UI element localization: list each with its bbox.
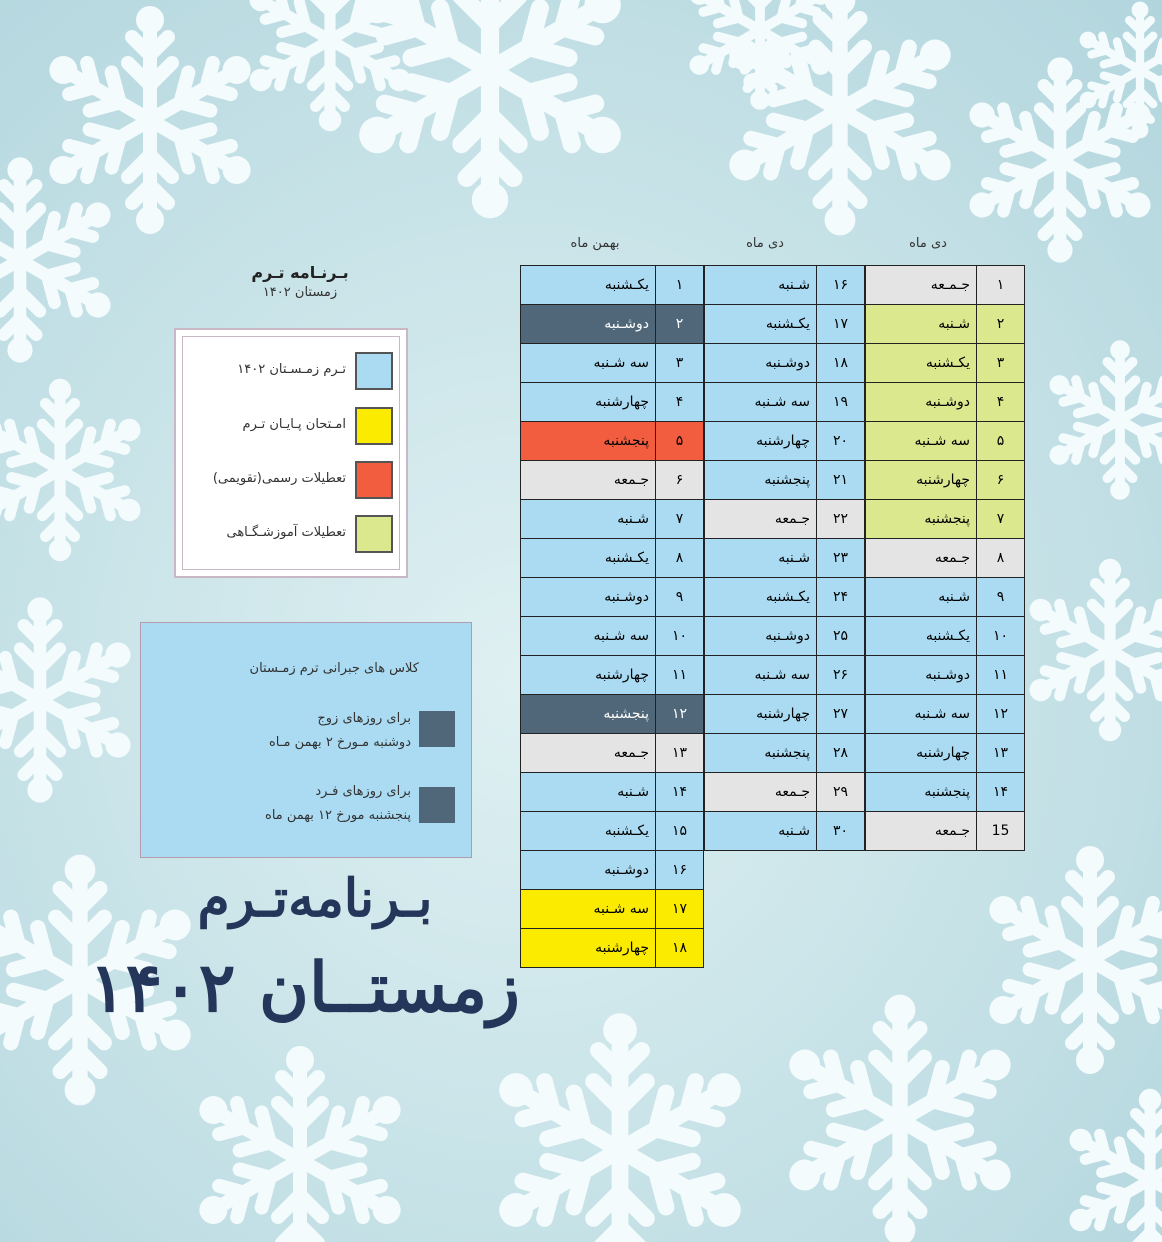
odd-days-text (265, 780, 411, 828)
day-number: ۱۸ (656, 929, 704, 968)
legend-item-term (176, 352, 406, 392)
day-number: ۲۳ (817, 539, 865, 578)
calendar-column-bahman (520, 265, 704, 968)
day-name: پنجشنبه (521, 695, 656, 734)
day-name: دوشـنبه (521, 851, 656, 890)
day-number: ۵ (656, 422, 704, 461)
calendar-row (521, 305, 704, 344)
big-title-line1: بـرنامه‌تـرم (197, 868, 433, 929)
calendar-row (866, 266, 1025, 305)
day-name: جـمعه (705, 773, 817, 812)
day-name: دوشـنبه (521, 578, 656, 617)
day-number: ۹ (977, 578, 1025, 617)
day-number: ۶ (977, 461, 1025, 500)
even-days-line1: برای روزهای زوج (317, 711, 411, 726)
day-name: شـنبه (866, 305, 977, 344)
day-name: جـمـعه (866, 266, 977, 305)
calendar-row (866, 344, 1025, 383)
day-number: ۱۲ (656, 695, 704, 734)
calendar-row (521, 734, 704, 773)
day-number: ۳۰ (817, 812, 865, 851)
day-name: شـنبه (705, 539, 817, 578)
day-name: جـمعه (521, 461, 656, 500)
day-name: پنجشنبه (521, 422, 656, 461)
big-title-line2: زمستــان ۱۴۰۲ (89, 948, 520, 1028)
day-name: سه شـنبه (866, 695, 977, 734)
calendar-row (705, 500, 865, 539)
day-name: شـنبه (866, 578, 977, 617)
compensation-classes-title: کلاس های جبرانی ترم زمـستان (249, 661, 419, 676)
day-name: چهارشنبه (866, 461, 977, 500)
calendar-row (705, 773, 865, 812)
calendar-row (705, 461, 865, 500)
calendar-column-dey-second (704, 265, 865, 851)
day-number: ۱ (977, 266, 1025, 305)
day-name: جـمعه (521, 734, 656, 773)
calendar-row (521, 266, 704, 305)
calendar-row (705, 578, 865, 617)
legend-swatch-term (355, 352, 393, 390)
day-name: جـمعه (705, 500, 817, 539)
day-name: جـمعه (866, 539, 977, 578)
day-name: دوشـنبه (866, 656, 977, 695)
even-days-text (269, 707, 411, 755)
calendar-row (866, 617, 1025, 656)
legend-item-exam (176, 407, 406, 447)
day-name: پنجشنبه (705, 734, 817, 773)
month-header-dey-2: دی ماه (746, 236, 784, 251)
day-number: ۱ (656, 266, 704, 305)
day-number: ۵ (977, 422, 1025, 461)
day-number: ۱۵ (656, 812, 704, 851)
day-name: دوشـنبه (521, 305, 656, 344)
day-name: پنجشنبه (705, 461, 817, 500)
day-number: ۲۰ (817, 422, 865, 461)
day-number: ۲۸ (817, 734, 865, 773)
calendar-row (866, 812, 1025, 851)
calendar-row (866, 500, 1025, 539)
day-name: چهارشنبه (521, 383, 656, 422)
day-name: یکـشنبه (521, 266, 656, 305)
day-number: ۲۹ (817, 773, 865, 812)
calendar-row (705, 656, 865, 695)
day-number: ۷ (977, 500, 1025, 539)
calendar-row (705, 422, 865, 461)
legend-item-official-holiday (176, 461, 406, 501)
calendar-row (866, 773, 1025, 812)
day-number: ۲۷ (817, 695, 865, 734)
day-name: شـنبه (521, 773, 656, 812)
calendar-row (705, 344, 865, 383)
legend-item-school-holiday (176, 515, 406, 555)
day-number: ۱۷ (656, 890, 704, 929)
day-name: چهارشنبه (705, 422, 817, 461)
compensation-classes-box (140, 622, 472, 858)
day-number: ۲۶ (817, 656, 865, 695)
legend-label-exam: امـتحان پـایـان تـرم (242, 417, 346, 432)
day-name: پنجشنبه (866, 773, 977, 812)
calendar-row (866, 734, 1025, 773)
odd-days-line1: برای روزهای فـرد (315, 784, 411, 799)
day-number: ۲ (656, 305, 704, 344)
month-header-bahman: بهمن ماه (570, 236, 620, 251)
day-number: ۴ (977, 383, 1025, 422)
calendar-row (705, 383, 865, 422)
calendar-row (866, 422, 1025, 461)
day-name: سه شـنبه (521, 344, 656, 383)
day-name: یکـشنبه (521, 539, 656, 578)
day-number: ۸ (977, 539, 1025, 578)
day-number: ۱۴ (977, 773, 1025, 812)
calendar-row (521, 773, 704, 812)
calendar-row (705, 812, 865, 851)
legend-swatch-official-holiday (355, 461, 393, 499)
day-number: ۱۹ (817, 383, 865, 422)
day-name: دوشـنبه (705, 344, 817, 383)
legend-swatch-exam (355, 407, 393, 445)
day-name: شـنبه (521, 500, 656, 539)
odd-days-line2: پنجشنبه مورخ ۱۲ بهمن ماه (265, 808, 411, 823)
day-name: پنجشنبه (866, 500, 977, 539)
legend-label-official-holiday: تعطیلات رسمی(تقویمی) (212, 471, 346, 486)
calendar-row (866, 305, 1025, 344)
day-number: 15 (977, 812, 1025, 851)
legend-label-school-holiday: تعطیلات آموزشـگـاهی (226, 525, 346, 540)
panel-title-text: بـرنـامه تـرم (251, 263, 349, 282)
day-number: ۱۴ (656, 773, 704, 812)
calendar-row (866, 539, 1025, 578)
day-name: دوشـنبه (705, 617, 817, 656)
day-number: ۴ (656, 383, 704, 422)
day-number: ۱۶ (656, 851, 704, 890)
day-name: سه شـنبه (521, 617, 656, 656)
day-name: یکـشنبه (705, 305, 817, 344)
day-name: یکـشنبه (521, 812, 656, 851)
day-name: چهارشنبه (521, 929, 656, 968)
calendar-row (521, 578, 704, 617)
day-number: ۳ (977, 344, 1025, 383)
day-number: ۲۱ (817, 461, 865, 500)
day-number: ۶ (656, 461, 704, 500)
day-number: ۲۲ (817, 500, 865, 539)
day-number: ۱۱ (656, 656, 704, 695)
even-days-line2: دوشنبه مـورخ ۲ بهمن مـاه (268, 735, 411, 750)
day-number: ۱۱ (977, 656, 1025, 695)
panel-subtitle-text: زمستان ۱۴۰۲ (262, 285, 338, 300)
day-number: ۲ (977, 305, 1025, 344)
calendar-row (866, 383, 1025, 422)
legend-label-term: تـرم زمـسـتان ۱۴۰۲ (237, 362, 346, 377)
calendar-row (521, 851, 704, 890)
calendar-row (521, 539, 704, 578)
calendar-row (521, 656, 704, 695)
calendar-row (521, 890, 704, 929)
month-header-dey-1: دی ماه (909, 236, 947, 251)
day-name: یکـشنبه (866, 344, 977, 383)
calendar-row (521, 929, 704, 968)
legend-swatch-school-holiday (355, 515, 393, 553)
day-number: ۱۶ (817, 266, 865, 305)
day-number: ۱۳ (656, 734, 704, 773)
day-number: ۱۷ (817, 305, 865, 344)
day-name: سه شـنبه (705, 383, 817, 422)
day-number: ۳ (656, 344, 704, 383)
calendar-row (866, 695, 1025, 734)
day-number: ۲۴ (817, 578, 865, 617)
panel-title (240, 263, 360, 300)
odd-days-swatch (419, 787, 455, 823)
day-name: چهارشنبه (705, 695, 817, 734)
day-name: شـنبه (705, 812, 817, 851)
calendar-row (521, 461, 704, 500)
day-number: ۱۰ (656, 617, 704, 656)
day-name: سه شـنبه (705, 656, 817, 695)
legend-box (174, 328, 408, 578)
even-days-swatch (419, 711, 455, 747)
calendar-row (521, 344, 704, 383)
day-name: دوشـنبه (866, 383, 977, 422)
day-number: ۱۳ (977, 734, 1025, 773)
day-name: یکـشنبه (705, 578, 817, 617)
calendar-row (521, 383, 704, 422)
calendar-row (705, 734, 865, 773)
day-number: ۱۸ (817, 344, 865, 383)
calendar-row (521, 695, 704, 734)
calendar-row (866, 656, 1025, 695)
calendar-row (521, 812, 704, 851)
day-name: جـمعه (866, 812, 977, 851)
calendar-row (705, 266, 865, 305)
day-number: ۸ (656, 539, 704, 578)
calendar-row (705, 617, 865, 656)
day-name: یکـشنبه (866, 617, 977, 656)
calendar-row (705, 695, 865, 734)
day-name: سه شـنبه (866, 422, 977, 461)
calendar-row (866, 461, 1025, 500)
calendar-row (521, 422, 704, 461)
calendar-row (705, 539, 865, 578)
day-number: ۷ (656, 500, 704, 539)
calendar-row (866, 578, 1025, 617)
day-name: چهارشنبه (866, 734, 977, 773)
calendar-row (705, 305, 865, 344)
day-name: چهارشنبه (521, 656, 656, 695)
calendar-row (521, 617, 704, 656)
day-number: ۲۵ (817, 617, 865, 656)
day-number: ۱۰ (977, 617, 1025, 656)
day-name: سه شـنبه (521, 890, 656, 929)
day-number: ۹ (656, 578, 704, 617)
day-number: ۱۲ (977, 695, 1025, 734)
calendar-row (521, 500, 704, 539)
day-name: شـنبه (705, 266, 817, 305)
calendar-column-dey-first (865, 265, 1025, 851)
